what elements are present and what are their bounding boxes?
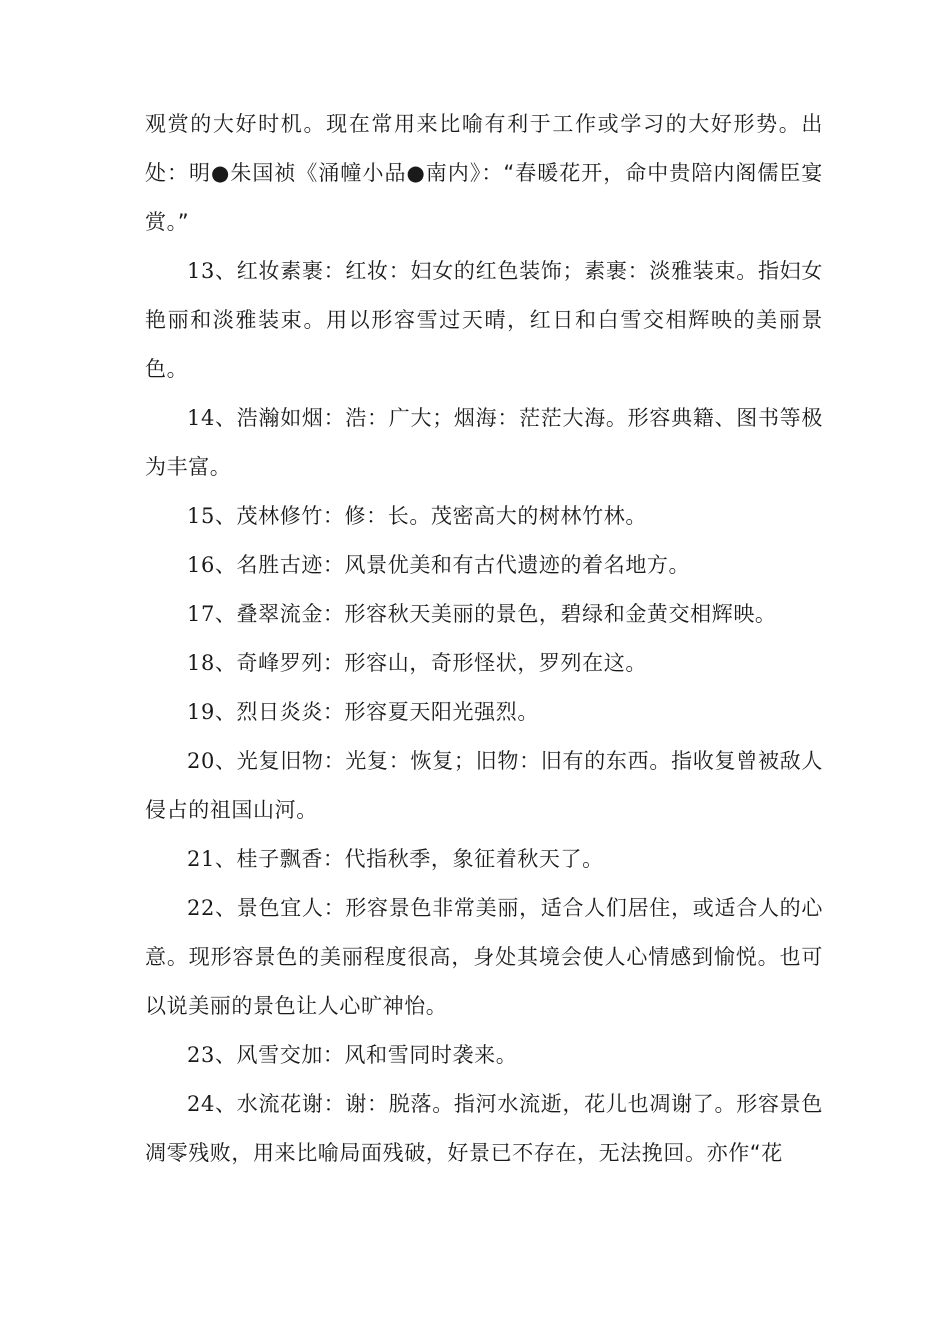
paragraph-text: 、叠翠流金：形容秋天美丽的景色，碧绿和金黄交相辉映。 bbox=[214, 602, 777, 626]
item-number: 14 bbox=[187, 406, 215, 430]
paragraph-text: 、红妆素裹：红妆：妇女的红色装饰；素裹：淡雅装束。指妇女艳丽和淡雅装束。用以形容雪过天晴，红日和白雪交相辉映的美丽景色。 bbox=[145, 259, 823, 381]
paragraph-continued bbox=[145, 100, 823, 247]
paragraph-idiom-21 bbox=[145, 835, 823, 884]
paragraph-text: 、茂林修竹：修：长。茂密高大的树林竹林。 bbox=[214, 504, 647, 528]
paragraph-idiom-23 bbox=[145, 1031, 823, 1080]
paragraph-text: 、光复旧物：光复：恢复；旧物：旧有的东西。指收复曾被敌人侵占的祖国山河。 bbox=[145, 749, 823, 822]
item-number: 17 bbox=[187, 602, 215, 626]
item-number: 23 bbox=[187, 1043, 215, 1067]
paragraph-idiom-24 bbox=[145, 1080, 823, 1178]
paragraph-idiom-13 bbox=[145, 247, 823, 394]
document-page bbox=[145, 100, 823, 1178]
paragraph-text: 、浩瀚如烟：浩：广大；烟海：茫茫大海。形容典籍、图书等极为丰富。 bbox=[145, 406, 823, 479]
paragraph-text: 、奇峰罗列：形容山，奇形怪状，罗列在这。 bbox=[214, 651, 647, 675]
item-number: 16 bbox=[187, 553, 215, 577]
paragraph-text: 、名胜古迹：风景优美和有古代遗迹的着名地方。 bbox=[214, 553, 691, 577]
item-number: 13 bbox=[187, 259, 215, 283]
paragraph-text: 、风雪交加：风和雪同时袭来。 bbox=[214, 1043, 518, 1067]
paragraph-text: 观赏的大好时机。现在常用来比喻有利于工作或学习的大好形势。出处：明●朱国祯《涌幢小品●南内》：“春暖花开，命中贵陪内阁儒臣宴赏。” bbox=[145, 112, 823, 234]
paragraph-idiom-14 bbox=[145, 394, 823, 492]
item-number: 21 bbox=[187, 847, 215, 871]
paragraph-idiom-18 bbox=[145, 639, 823, 688]
paragraph-idiom-22 bbox=[145, 884, 823, 1031]
paragraph-text: 、桂子飘香：代指秋季，象征着秋天了。 bbox=[214, 847, 604, 871]
paragraph-idiom-19 bbox=[145, 688, 823, 737]
paragraph-idiom-20 bbox=[145, 737, 823, 835]
paragraph-text: 、水流花谢：谢：脱落。指河水流逝，花儿也凋谢了。形容景色凋零残败，用来比喻局面残破，好景已不存在，无法挽回。亦作“花 bbox=[145, 1092, 823, 1165]
item-number: 24 bbox=[187, 1092, 215, 1116]
item-number: 15 bbox=[187, 504, 215, 528]
item-number: 19 bbox=[187, 700, 215, 724]
item-number: 18 bbox=[187, 651, 215, 675]
paragraph-idiom-17 bbox=[145, 590, 823, 639]
paragraph-text: 、烈日炎炎：形容夏天阳光强烈。 bbox=[214, 700, 539, 724]
item-number: 20 bbox=[187, 749, 215, 773]
paragraph-text: 、景色宜人：形容景色非常美丽，适合人们居住，或适合人的心意。现形容景色的美丽程度很高，身处其境会使人心情感到愉悦。也可以说美丽的景色让人心旷神怡。 bbox=[145, 896, 823, 1018]
paragraph-idiom-16 bbox=[145, 541, 823, 590]
item-number: 22 bbox=[187, 896, 215, 920]
paragraph-idiom-15 bbox=[145, 492, 823, 541]
